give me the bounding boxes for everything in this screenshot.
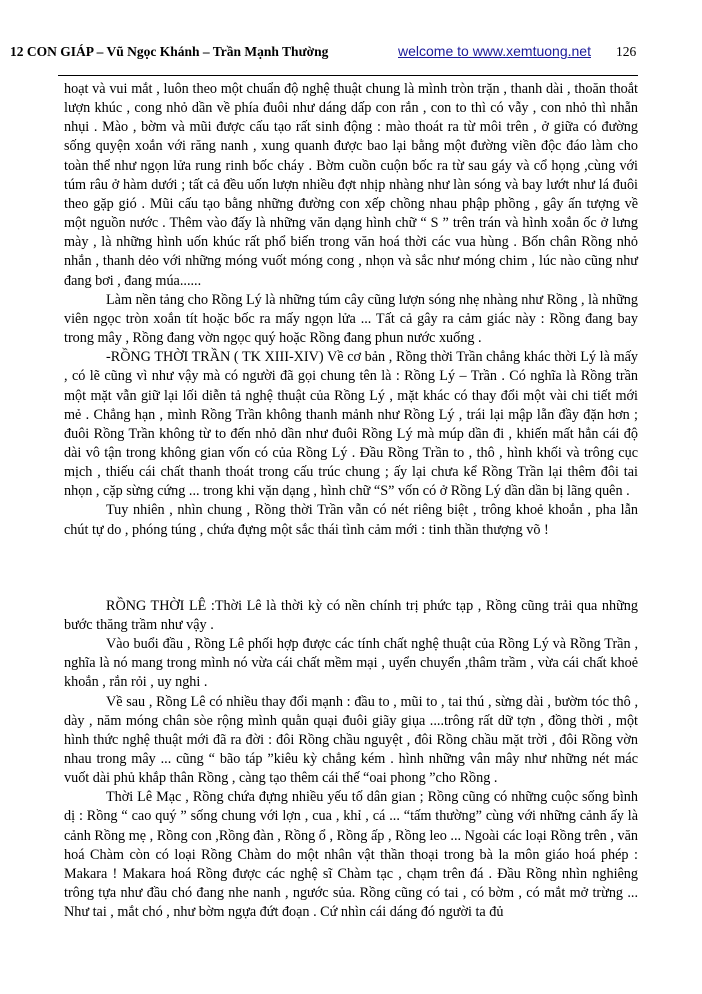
page-number: 126	[616, 44, 637, 59]
paragraph: Thời Lê Mạc , Rồng chứa đựng nhiều yếu tố dân gian ; Rồng cũng có những cuộc sống bình dị : Rồng “ cao quý ” sống chung với lợn , cua , khỉ , cá ... “tấm thường” cùng với những cảnh ấy là cảnh Rồng mẹ , Rồng con ,Rồng đàn , Rồng ổ , Rồng ấp , Rồng leo ... Ngoài các loại Rồng trên , văn hoá Chàm còn có loại Rồng Chàm do một nhân vật thần thoại trong bà la môn giáo hoá phép : Makara ! Makara hoá Rồng được các nghệ sĩ Chàm tạc , chạm trên đá . Đầu Rồng nhìn nghiêng trông tựa như đầu chó đang nhe nanh , ngước sủa. Rồng cũng có tai , có bờm , có mắt mở trừng ... Như tai , mắt chó , như bờm ngựa đứt đoạn . Cứ nhìn cái dáng đó người ta đủ	[64, 789, 638, 921]
paragraph: -RỒNG THỜI TRẦN ( TK XIII-XIV) Về cơ bản , Rồng thời Trần chẳng khác thời Lý là mấy , có lẽ cũng vì như vậy mà có người đã gọi chung tên là : Rồng Lý – Trần . Có nghĩa là Rồng trần một mặt vẫn giữ lại lối diễn tả nghệ thuật của Rồng Lý , mặt khác có thay đổi một vài chi tiết mới mẻ . Chẳng hạn , mình Rồng Trần không thanh mảnh như Rồng Lý , trái lại mập lẵn đầy đặn hơn ; đuôi Rồng Trần không từ to đến nhỏ dần như đuôi Rồng Lý mà múp dần đi , khiến mất hẳn cái độ dài vô tận trong không gian vốn có của Rồng Lý . Đầu Rồng Trần to , thô , hình khối và trông cục mịch , thiếu cái chất thanh thoát trong cấu trúc chung ; ấy lại chưa kể Rồng Trần lại thêm đôi tai nhọn , cặp sừng cứng ... trong khi vặn dạng , hình chữ “S” vốn có ở Rồng Lý dần dần bị lãng quên .	[64, 349, 638, 500]
section-heading-paragraph: RỒNG THỜI LÊ :Thời Lê là thời kỳ có nền chính trị phức tạp , Rồng cũng trải qua những bước thăng trầm như vậy .	[64, 597, 638, 633]
paragraph: Làm nền tảng cho Rồng Lý là những túm cây cũng lượn sóng nhẹ nhàng như Rồng , là những viên ngọc tròn xoắn tít hoặc bốc ra mấy ngọn lửa ... Tất cả gây ra cảm giác này : Rồng đang bay trong mây , Rồng đang vờn ngọc quý hoặc Rồng đang phun nước xuống .	[64, 291, 638, 347]
header-title: 12 CON GIÁP – Vũ Ngọc Khánh – Trần Mạnh Thường	[10, 44, 329, 59]
paragraph: Tuy nhiên , nhìn chung , Rồng thời Trần vẫn có nét riêng biệt , trông khoẻ khoắn , pha lẫn chút tự do , phóng túng , chứa đựng một sắc thái tình cảm mới : tinh thần thượng võ !	[64, 502, 638, 538]
paragraph: Về sau , Rồng Lê có nhiều thay đổi mạnh : đầu to , mũi to , tai thú , sừng dài , bườm tóc thô , dày , năm móng chân sòe rộng mình quằn quại đuôi giãy giụa ....trông rất dữ tợn , đồng thời , một hình thức nghệ thuật mới đã ra đời : đôi Rồng chầu nguyệt , đôi Rồng chầu mặt trời , đôi Rồng vờn nhau trong mây ... cũng “ bão táp ”kiêu kỳ chẳng kém . hình những vân mây như những nét mác vuốt dài phủ khắp thân Rồng , càng tạo thêm cái thế “oai phong ”cho Rồng .	[64, 693, 638, 787]
page-header	[10, 44, 700, 62]
paragraph: Vào buổi đầu , Rồng Lê phối hợp được các tính chất nghệ thuật của Rồng Lý và Rồng Trần , nghĩa là nó mang trong mình nó vừa cái chất mềm mại , uyển chuyển ,thâm trầm , vừa cái chất khoẻ khoắn , rắn rỏi , uy nghi .	[64, 636, 638, 691]
section-spacer	[64, 540, 638, 597]
document-body	[64, 80, 638, 922]
header-divider	[58, 75, 638, 76]
website-link[interactable]: welcome to www.xemtuong.net	[398, 43, 591, 59]
paragraph: hoạt và vui mắt , luôn theo một chuẩn độ nghệ thuật chung là mình tròn trặn , thanh dài , thoăn thoắt lượn khúc , cong nhỏ dần về phía đuôi như dáng dấp con rắn , con to thì có vẫy , con nhỏ thì nhẵn nhụi . Mào , bờm và mũi được cấu tạo rất sinh động : mào thoát ra từ môi trên , ở giữa có đường sống quyện xoắn với răng nanh , xung quanh được bao lại bằng một đường viền độc đáo làm cho toàn thể như ngọn lửa rung rinh bốc cháy . Bờm cuồn cuộn bốc ra từ sau gáy và cổ họng ,cùng với túm râu ở hàm dưới ; tất cả đều uốn lượn nhiều đợt nhịp nhàng như làn sóng và bay lướt như lá đuôi theo gặp gió . Mũi cấu tạo bằng những đường con xếp chồng nhau phập phồng , gây ấn tượng về một nguồn nước . Thêm vào đấy là những văn dạng hình chữ “ S ” trên trán và hình xoắn ốc ở lưng mày , là những hình uốn khúc rất phổ biến trong văn hoá thời các vua hùng . Bốn chân Rồng nhỏ nhắn , thanh dẻo với những móng vuốt móng cong , nhọn và sắc như móng chim , lúc nào cũng như đang bơi , đang múa......	[64, 81, 638, 289]
